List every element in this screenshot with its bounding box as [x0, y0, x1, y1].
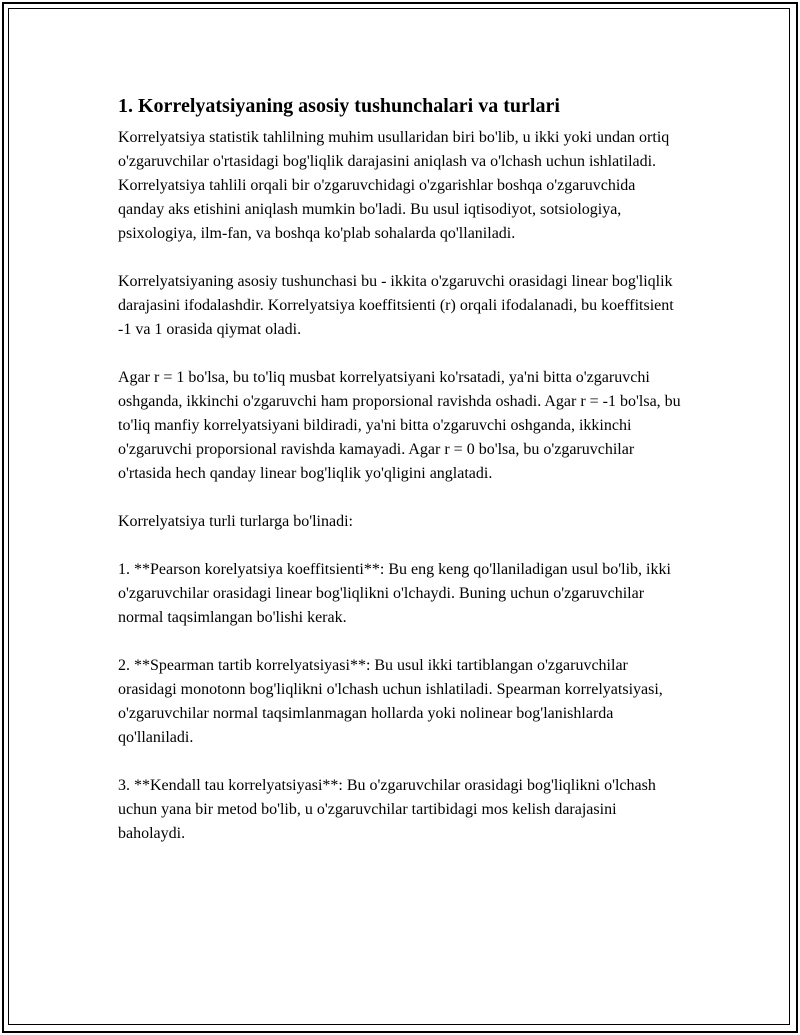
list-item-pearson: 1. **Pearson korelyatsiya koeffitsienti**: Bu eng keng qo'llaniladigan usul bo'lib, ikki o'zgaruvchilar orasidagi linear bog'liqlikni o'lchaydi. Buning uchun o'zgaruvchilar normal taqsimlangan bo'lishi kerak. — [118, 561, 671, 626]
paragraph-coefficient-values: Agar r = 1 bo'lsa, bu to'liq musbat korrelyatsiyani ko'rsatadi, ya'ni bitta o'zgaruvchi oshganda, ikkinchi o'zgaruvchi ham proporsional ravishda oshadi. Agar r = -1 bo'lsa, bu to'liq manfiy korrelyatsiyani bildiradi, ya'ni bitta o'zgaruvchi oshganda, ikkinchi o'zgaruvchi proporsional ravishda kamayadi. Agar r = 0 bo'lsa, bu o'zgaruvchilar o'rtasida hech qanday linear bog'liqlik yo'qligini anglatadi. — [118, 369, 681, 482]
document-body — [118, 92, 684, 870]
section-heading: 1. Korrelyatsiyaning asosiy tushunchalari va turlari — [118, 95, 560, 117]
list-item-kendall: 3. **Kendall tau korrelyatsiyasi**: Bu o'zgaruvchilar orasidagi bog'liqlikni o'lchash uchun yana bir metod bo'lib, u o'zgaruvchilar tartibidagi mos kelish darajasini baholaydi. — [118, 777, 656, 842]
paragraph-intro: Korrelyatsiya statistik tahlilning muhim usullaridan biri bo'lib, u ikki yoki undan ortiq o'zgaruvchilar o'rtasidagi bog'liqlik darajasini aniqlash va o'lchash uchun ishlatiladi. Korrelyatsiya tahlili orqali bir o'zgaruvchidagi o'zgarishlar boshqa o'zgaruvchida qanday aks etishini aniqlash mumkin bo'ladi. Bu usul iqtisodiyot, sotsiologiya, psixologiya, ilm-fan, va boshqa ko'plab sohalarda qo'llaniladi. — [118, 129, 670, 242]
list-item-spearman: 2. **Spearman tartib korrelyatsiyasi**: Bu usul ikki tartiblangan o'zgaruvchilar orasidagi monotonn bog'liqlikni o'lchash uchun ishlatiladi. Spearman korrelyatsiyasi, o'zgaruvchilar normal taqsimlanmagan hollarda yoki nolinear bog'lanishlarda qo'llaniladi. — [118, 657, 663, 746]
paragraph-types-intro: Korrelyatsiya turli turlarga bo'linadi: — [118, 513, 353, 530]
paragraph-concept: Korrelyatsiyaning asosiy tushunchasi bu - ikkita o'zgaruvchi orasidagi linear bog'liqlik darajasini ifodalashdir. Korrelyatsiya koeffitsienti (r) orqali ifodalanadi, bu koeffitsient -1 va 1 orasida qiymat oladi. — [118, 273, 674, 338]
